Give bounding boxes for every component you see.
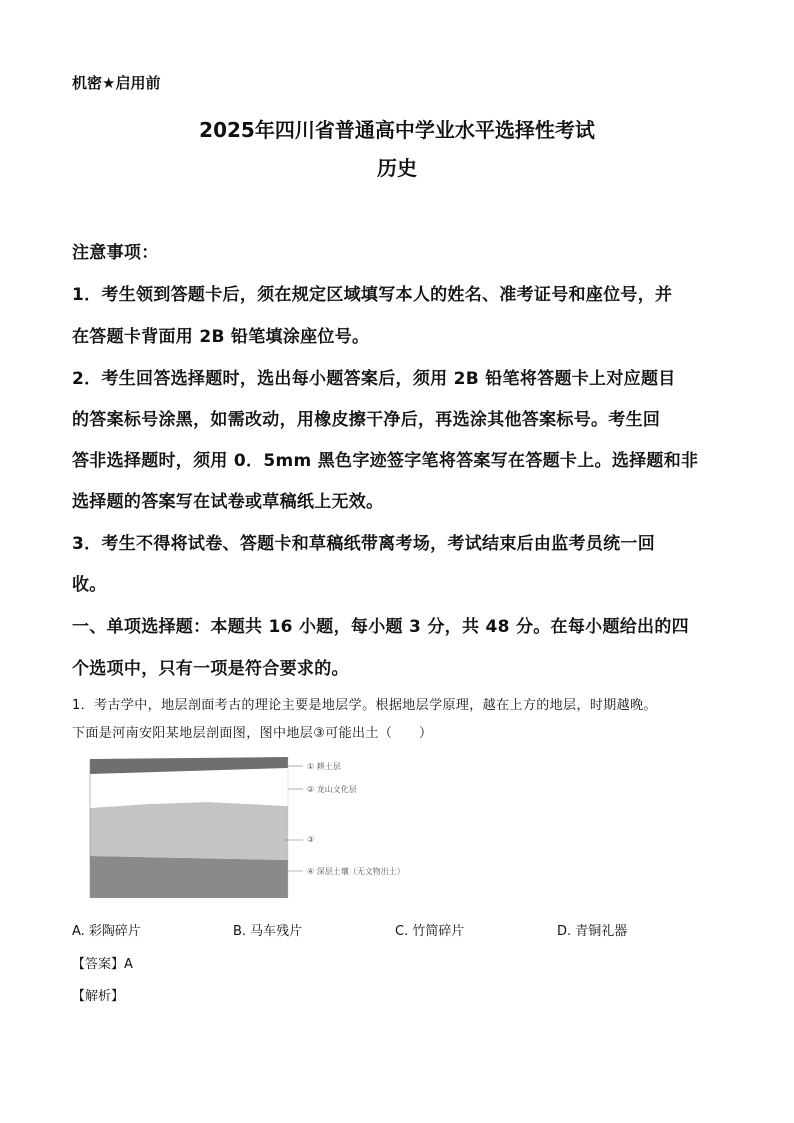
- option-b: B. 马车残片: [233, 924, 303, 939]
- layer-4-deep-soil: [90, 856, 288, 898]
- notes-line: 选择题的答案写在试卷或草稿纸上无效。: [72, 492, 384, 512]
- subject-title: 历史: [377, 156, 417, 180]
- question-stem: 下面是河南安阳某地层剖面图，图中地层③可能出土（ ）: [72, 726, 433, 741]
- section-heading: 一、单项选择题：本题共 16 小题，每小题 3 分，共 48 分。在每小题给出的四: [72, 617, 689, 637]
- confidential-mark: 机密★启用前: [72, 74, 161, 92]
- strata-diagram: [88, 756, 423, 901]
- layer-4-label: ④ 深层土壤（无文物出土）: [307, 867, 405, 876]
- layer-3-label: ③: [307, 835, 315, 844]
- notes-line: 在答题卡背面用 2B 铅笔填涂座位号。: [72, 327, 370, 347]
- notes-line: 2．考生回答选择题时，选出每小题答案后，须用 2B 铅笔将答题卡上对应题目: [72, 369, 676, 389]
- layer-3: [90, 802, 288, 860]
- section-heading: 个选项中，只有一项是符合要求的。: [72, 659, 349, 679]
- option-d: D. 青铜礼器: [557, 924, 628, 939]
- layer-2-longshan: [90, 768, 288, 808]
- layer-1-label: ① 耕土层: [307, 762, 341, 771]
- question-stem: 1．考古学中，地层剖面考古的理论主要是地层学。根据地层学原理，越在上方的地层，时期越晚。: [72, 698, 657, 713]
- notes-line: 收。: [72, 575, 107, 595]
- notes-line: 答非选择题时，须用 0．5mm 黑色字迹签字笔将答案写在答题卡上。选择题和非: [72, 451, 699, 471]
- answer-line: 【答案】A: [72, 957, 133, 972]
- notes-line: 3．考生不得将试卷、答题卡和草稿纸带离考场，考试结束后由监考员统一回: [72, 534, 656, 554]
- exam-title: 2025年四川省普通高中学业水平选择性考试: [199, 118, 595, 142]
- option-c: C. 竹简碎片: [395, 924, 465, 939]
- layer-2-label: ② 龙山文化层: [307, 785, 357, 794]
- option-a: A. 彩陶碎片: [72, 924, 141, 939]
- notes-heading: 注意事项：: [72, 243, 159, 263]
- analysis-heading: 【解析】: [72, 989, 125, 1004]
- stratigraphic-section-figure: [88, 756, 423, 901]
- notes-line: 的答案标号涂黑，如需改动，用橡皮擦干净后，再选涂其他答案标号。考生回: [72, 410, 661, 430]
- notes-line: 1．考生领到答题卡后，须在规定区域填写本人的姓名、准考证号和座位号，并: [72, 285, 673, 305]
